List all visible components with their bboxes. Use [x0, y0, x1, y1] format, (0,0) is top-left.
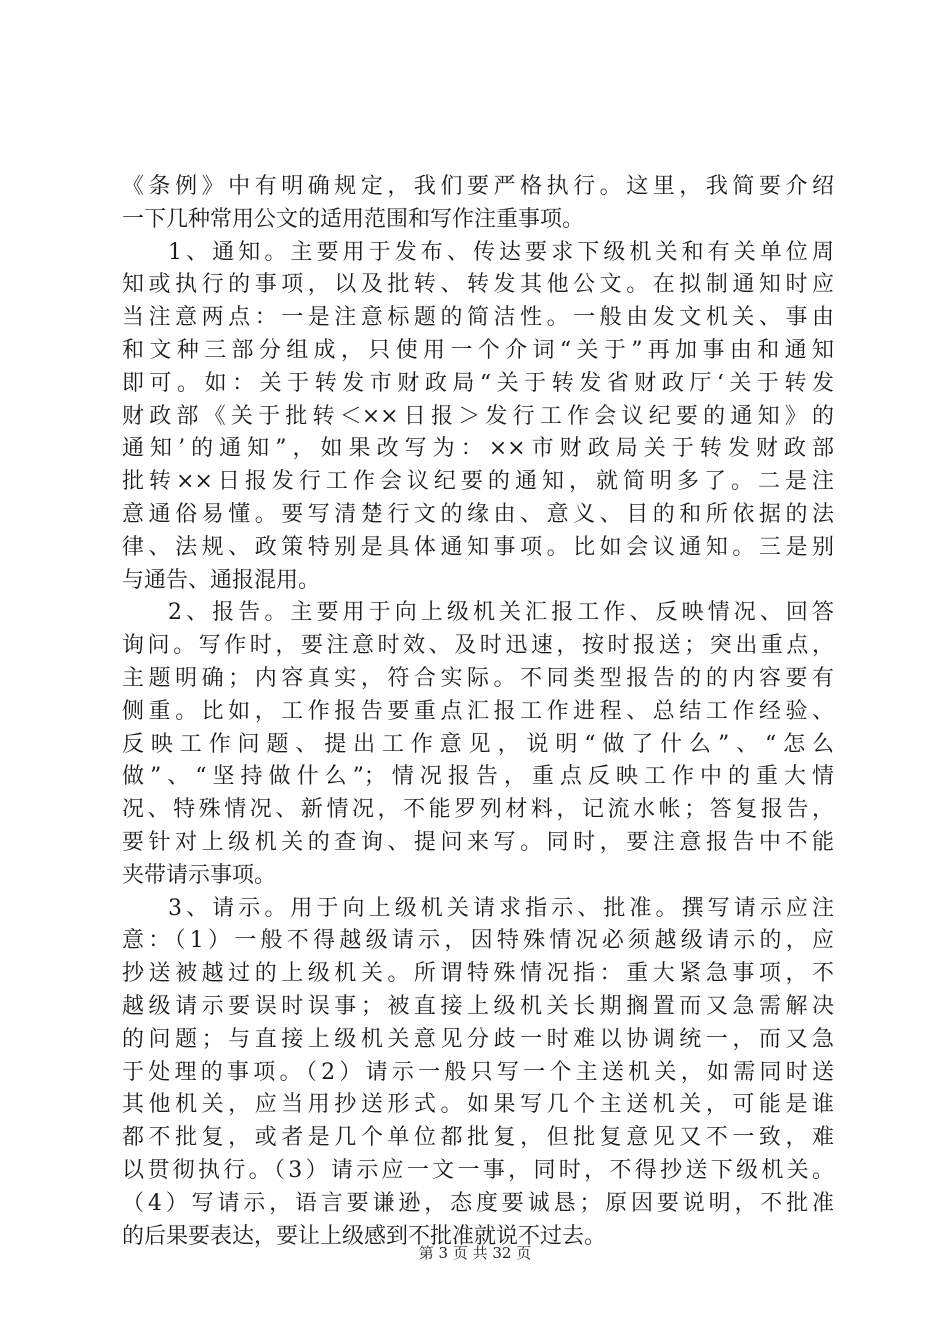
text-line: 询问。写作时，要注意时效、及时迅速，按时报送；突出重点， [122, 633, 834, 659]
text-line: 与通告、通报混用。 [122, 567, 321, 593]
text-line: 批转××日报发行工作会议纪要的通知，就简明多了。二是注 [122, 469, 834, 495]
text-line: 主题明确；内容真实，符合实际。不同类型报告的的内容要有 [122, 665, 834, 691]
text-line: 财政部《关于批转＜××日报＞发行工作会议纪要的通知》的 [122, 403, 834, 429]
text-line: 通知’的通知”，如果改写为：××市财政局关于转发财政部 [122, 436, 834, 462]
text-line: 《条例》中有明确规定，我们要严格执行。这里，我简要介绍 [122, 174, 834, 199]
text-line: 越级请示要误时误事；被直接上级机关长期搁置而又急需解决 [122, 993, 834, 1019]
text-line: 的后果要表达，要让上级感到不批准就说不过去。 [122, 1223, 607, 1249]
page-number-footer: 第 3 页 共 32 页 [418, 1244, 532, 1262]
body-text [122, 171, 834, 1253]
text-line: 当注意两点：一是注意标题的简洁性。一般由发文机关、事由 [122, 305, 834, 331]
text-line: 即可。如：关于转发市财政局“关于转发省财政厅‘关于转发 [122, 370, 834, 396]
paragraph-report-start: 2、报告。主要用于向上级机关汇报工作、反映情况、回答 [168, 600, 834, 626]
text-line: 反映工作问题、提出工作意见，说明“做了什么”、“怎么 [122, 731, 834, 757]
text-line: 夹带请示事项。 [122, 862, 277, 888]
paragraph-notice-start: 1、通知。主要用于发布、传达要求下级机关和有关单位周 [168, 239, 834, 265]
paragraph-request-start: 3、请示。用于向上级机关请求指示、批准。撰写请示应注 [168, 895, 834, 921]
text-line: 一下几种常用公文的适用范围和写作注重事项。 [122, 206, 585, 232]
text-line: 做”、“坚持做什么”；情况报告，重点反映工作中的重大情 [122, 764, 834, 790]
text-line: 都不批复，或者是几个单位都批复，但批复意见又不一致，难 [122, 1125, 834, 1151]
text-line: 意通俗易懂。要写清楚行文的缘由、意义、目的和所依据的法 [122, 501, 834, 527]
text-line: 知或执行的事项，以及批转、转发其他公文。在拟制通知时应 [122, 272, 834, 298]
text-line: 和文种三部分组成，只使用一个介词“关于”再加事由和通知 [122, 337, 834, 363]
text-line: 抄送被越过的上级机关。所谓特殊情况指：重大紧急事项，不 [122, 961, 834, 987]
text-line: 于处理的事项。（2）请示一般只写一个主送机关，如需同时送 [122, 1059, 834, 1085]
text-line: （4）写请示，语言要谦逊，态度要诚恳；原因要说明，不批准 [122, 1190, 834, 1216]
text-line: 要针对上级机关的查询、提问来写。同时，要注意报告中不能 [122, 829, 834, 855]
text-line: 律、法规、政策特别是具体通知事项。比如会议通知。三是别 [122, 534, 834, 560]
text-line: 的问题；与直接上级机关意见分歧一时难以协调统一，而又急 [122, 1026, 834, 1052]
text-line: 以贯彻执行。（3）请示应一文一事，同时，不得抄送下级机关。 [122, 1157, 834, 1183]
text-line: 况、特殊情况、新情况，不能罗列材料，记流水帐；答复报告， [122, 797, 834, 823]
text-line: 侧重。比如，工作报告要重点汇报工作进程、总结工作经验、 [122, 698, 834, 724]
text-line: 意：（1）一般不得越级请示，因特殊情况必须越级请示的，应 [122, 928, 834, 954]
text-line: 其他机关，应当用抄送形式。如果写几个主送机关，可能是谁 [122, 1092, 834, 1118]
